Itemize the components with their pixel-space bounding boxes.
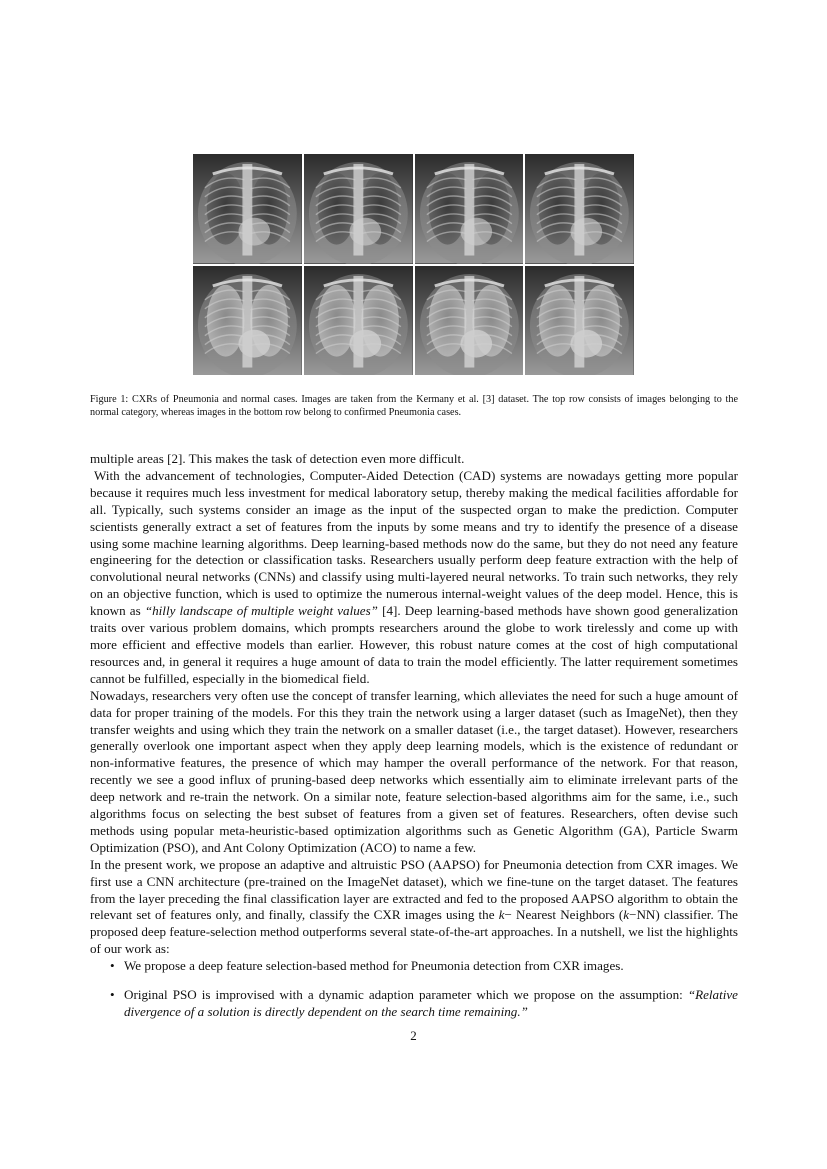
highlight-text: Original PSO is improvised with a dynamic adaption parameter which we propose on the assumption: bbox=[124, 986, 688, 1002]
paragraph-4-k-symbol-2: k bbox=[623, 907, 630, 923]
paragraph-2-quote: “hilly landscape of multiple weight values” bbox=[144, 603, 378, 619]
paragraph-2 bbox=[90, 468, 738, 688]
page-number: 2 bbox=[410, 1028, 417, 1043]
paragraph-4 bbox=[90, 857, 738, 958]
normal-xray-3 bbox=[415, 154, 524, 264]
paragraph-4-text-b: − Nearest Neighbors ( bbox=[504, 907, 624, 923]
highlight-item bbox=[90, 987, 738, 1021]
paragraph-4-k-symbol: k bbox=[498, 907, 505, 923]
bullet-icon: • bbox=[110, 958, 115, 973]
highlight-item bbox=[90, 958, 738, 975]
paragraph-3: Nowadays, researchers very often use the concept of transfer learning, which alleviates the need for such a huge amount of data for proper training of the models. For this they train the network using a larger dataset (such as ImageNet), then they transfer weights and using which they train the network on a smaller dataset (i.e., the target dataset). However, researchers generally overlook one important aspect when they apply deep learning models, which is the existence of redundant or non-informative features, the presence of which may hamper the overall performance of the network. For that reason, recently we see a good influx of pruning-based deep networks which essentially aim to eliminate irrelevant parts of the deep network and re-train the network. On a similar note, feature selection-based algorithms aim for the same, i.e., such algorithms focus on selecting the best subset of features from a given set of features. Researchers, often devise such methods using popular meta-heuristic-based optimization algorithms such as Genetic Algorithm (GA), Particle Swarm Optimization (PSO), and Ant Colony Optimization (ACO) to name a few. bbox=[90, 687, 738, 855]
paragraph-1: multiple areas [2]. This makes the task of detection even more difficult. bbox=[90, 451, 465, 466]
normal-xray-4 bbox=[525, 154, 634, 264]
highlights-list bbox=[90, 958, 738, 1033]
normal-xray-1 bbox=[193, 154, 302, 264]
pneumonia-xray-3 bbox=[415, 266, 524, 376]
highlight-text: We propose a deep feature selection-based method for Pneumonia detection from CXR images. bbox=[124, 958, 624, 973]
figure-1 bbox=[193, 154, 634, 375]
normal-xray-2 bbox=[304, 154, 413, 264]
pneumonia-xray-2 bbox=[304, 266, 413, 376]
body-text bbox=[90, 451, 738, 958]
paragraph-4-text-a: In the present work, we propose an adaptive and altruistic PSO (AAPSO) for Pneumonia detection from CXR images. We first use a CNN architecture (pre-trained on the ImageNet dataset), which we fine-tune on the target dataset. The features from the layer preceding the final classification layer are extracted and fed to the proposed AAPSO algorithm to obtain the relevant set of features only, and finally, classify the CXR images using the bbox=[90, 856, 738, 923]
paragraph-4-text-c: −NN) classifier. The proposed deep feature-selection method outperforms several state-of-the-art approaches. In a nutshell, we list the highlights of our work as: bbox=[90, 907, 738, 957]
paragraph-2-text-b: [4]. Deep learning-based methods have shown good generalization traits over various problem domains, which prompts researchers around the globe to work tirelessly and come up with more efficient and effective models than earlier. However, this robust nature comes at the cost of high computational resources and, in general it requires a huge amount of data to train the model efficiently. The latter requirement sometimes cannot be fulfilled, especially in the biomedical field. bbox=[90, 603, 738, 686]
highlight-quote: “Relative divergence of a solution is directly dependent on the search time remaining.” bbox=[124, 986, 738, 1019]
pneumonia-xray-1 bbox=[193, 266, 302, 376]
paragraph-2-text-a: With the advancement of technologies, Computer-Aided Detection (CAD) systems are nowadays getting more popular because it requires much less investment for medical laboratory setup, thereby making the medical facilities affordable for all. Typically, such systems consider an image as the input of the suspected organ to make the prediction. Computer scientists generally extract a set of features from the inputs by some means and try to identify the presence of a disease using some machine learning algorithms. Deep learning-based methods now do the same, but they do not need any feature engineering for the detection or classification tasks. Researchers usually perform deep feature extraction with the help of convolutional neural networks (CNNs) and classify using multi-layered neural networks. To train such networks, they rely on an objective function, which is used to optimize the numerous internal-weight values of the deep model. Hence, this is known as bbox=[90, 467, 738, 619]
bullet-icon: • bbox=[110, 986, 115, 1002]
pneumonia-xray-4 bbox=[525, 266, 634, 376]
figure-caption: Figure 1: CXRs of Pneumonia and normal cases. Images are taken from the Kermany et al. [3] dataset. The top row consists of images belonging to the normal category, whereas images in the bottom row belong to confirmed Pneumonia cases. bbox=[90, 394, 738, 418]
